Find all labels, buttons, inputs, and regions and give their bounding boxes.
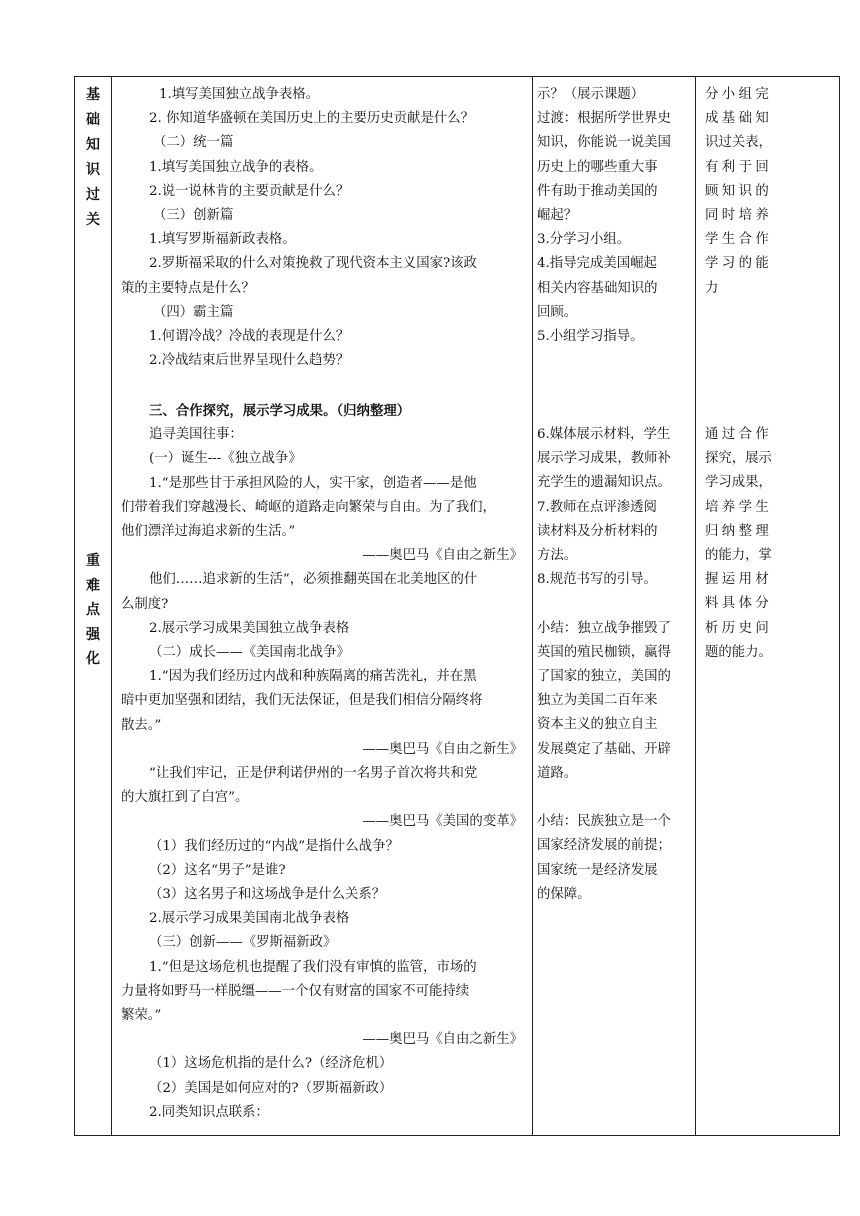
content-line: 策的主要特点是什么？ [121, 280, 255, 296]
summary-line: 国家经济发展的前提； [537, 838, 671, 854]
teacher-line: 回顾。 [537, 304, 578, 320]
content-line: （3）这名男子和这场战争是什么关系？ [149, 887, 386, 903]
row-label-basic-knowledge [75, 83, 111, 233]
content-line: （三）创新——《罗斯福新政》 [149, 935, 337, 951]
content-line: （三）创新篇 [153, 208, 234, 224]
quote-attribution: ——奥巴马《自由之新生》 [362, 548, 523, 564]
content-line: 2.说一说林肯的主要贡献是什么？ [149, 183, 350, 199]
teacher-line: 相关内容基础知识的 [537, 280, 658, 296]
quote-attribution: ——奥巴马《自由之新生》 [362, 741, 523, 757]
label-char: 础 [86, 112, 100, 128]
content-line: 散去。” [121, 717, 162, 733]
purpose-line: 成基础知 [705, 111, 773, 127]
design-purpose-key-points [705, 423, 835, 665]
summary-line: 资本主义的独立自主 [537, 717, 658, 733]
purpose-line: 力 [705, 280, 719, 296]
summary-line: 独立为美国二百年来 [537, 693, 658, 709]
label-char: 重 [86, 553, 100, 569]
teacher-line: 方法。 [537, 548, 578, 564]
column-divider [111, 77, 112, 1135]
summary-line: 发展奠定了基础、开辟 [537, 741, 671, 757]
purpose-line: 探究，展示 [705, 451, 772, 467]
content-line: 1.“是那些甘于承担风险的人，实干家，创造者——是他 [149, 475, 477, 491]
label-char: 强 [86, 626, 100, 643]
teacher-line: 充学生的遗漏知识点。 [537, 475, 671, 491]
label-char: 基 [86, 87, 100, 103]
content-line: 他们漂洋过海追求新的生活。” [121, 524, 296, 540]
teacher-line: 7.教师在点评渗透阅 [537, 499, 657, 515]
label-char: 知 [86, 137, 100, 153]
quote-attribution: ——奥巴马《美国的变革》 [362, 814, 523, 830]
purpose-line: 学生合作 [705, 232, 773, 248]
teacher-line: 知识，你能说一说美国 [537, 135, 671, 151]
label-char: 点 [86, 602, 100, 618]
purpose-line: 题的能力。 [705, 644, 772, 660]
summary-line: 道路。 [537, 765, 578, 781]
content-line: （2）美国是如何应对的?（罗斯福新政） [149, 1080, 393, 1096]
content-line: 力量将如野马一样脱缰——一个仅有财富的国家不可能持续 [121, 983, 470, 999]
label-char: 难 [86, 577, 100, 594]
content-line: （2）这名“男子”是谁? [149, 862, 286, 878]
purpose-line: 的能力，掌 [705, 548, 772, 564]
purpose-line: 学习的能 [705, 256, 773, 272]
teacher-line: 历史上的哪些重大事 [537, 159, 658, 175]
content-line: （二）成长——《美国南北战争》 [149, 645, 350, 661]
content-line: 繁荣。” [121, 1008, 162, 1024]
label-char: 识 [86, 162, 100, 178]
purpose-line: 培养学生 [705, 499, 773, 515]
purpose-line: 识过关表， [705, 135, 772, 151]
content-line: 1.填写美国独立战争的表格。 [149, 159, 323, 175]
label-char: 过 [86, 187, 100, 203]
content-line: 的大旗扛到了白宫”。 [121, 790, 249, 806]
content-line: （1）我们经历过的“内战”是指什么战争？ [149, 838, 399, 854]
teacher-line: 过渡：根据所学世界史 [537, 111, 671, 127]
content-line: 1.“因为我们经历过内战和种族隔离的痛苦洗礼，并在黑 [149, 669, 477, 685]
teacher-line: 6.媒体展示材料，学生 [537, 427, 671, 442]
purpose-line: 分小组完 [705, 87, 773, 102]
teacher-line: 8.规范书写的引导。 [537, 572, 657, 588]
teacher-line: 展示学习成果，教师补 [537, 451, 671, 467]
teacher-line: 件有助于推动美国的 [537, 183, 658, 199]
purpose-line: 析历史问 [705, 620, 773, 636]
teacher-activity-basic [537, 83, 693, 349]
spacer [537, 592, 693, 616]
content-line: 2.罗斯福采取的什么对策挽救了现代资本主义国家?该政 [149, 256, 477, 272]
summary-line: 小结：独立战争摧毁了 [537, 620, 671, 636]
teacher-line: 读材料及分析材料的 [537, 523, 658, 539]
teacher-line: 示？（展示课题） [537, 87, 645, 102]
content-line: 1.填写罗斯福新政表格。 [149, 232, 296, 248]
key-points-content [119, 399, 529, 1125]
content-line: 1.填写美国独立战争表格。 [159, 87, 320, 102]
purpose-line: 学习成果， [705, 475, 772, 491]
purpose-line: 归纳整理 [705, 523, 773, 539]
column-divider [695, 77, 696, 1135]
content-line: 1.“但是这场危机也提醒了我们没有审慎的监管，市场的 [149, 959, 477, 975]
label-char: 化 [86, 651, 100, 667]
summary-line: 的保障。 [537, 886, 591, 902]
spacer [537, 786, 693, 810]
label-char: 关 [86, 212, 100, 228]
teacher-activity-key-points [537, 423, 693, 907]
purpose-line: 顾知识的 [705, 183, 773, 199]
content-line: (一）诞生---《独立战争》 [149, 451, 302, 467]
content-line: 2. 你知道华盛顿在美国历史上的主要历史贡献是什么？ [149, 111, 475, 127]
teacher-line: 4.指导完成美国崛起 [537, 256, 657, 272]
teacher-line: 崛起？ [537, 208, 578, 224]
content-line: 么制度? [121, 596, 169, 612]
content-line: 2.展示学习成果美国南北战争表格 [149, 911, 350, 927]
purpose-line: 同时培养 [705, 208, 773, 224]
purpose-line: 料具体分 [705, 596, 773, 612]
purpose-line: 有利于回 [705, 159, 773, 175]
content-line: 2.展示学习成果美国独立战争表格 [149, 620, 350, 636]
purpose-line: 通过合作 [705, 427, 773, 442]
column-divider [532, 77, 533, 1135]
content-line: 2.同类知识点联系： [149, 1104, 269, 1120]
summary-line: 英国的殖民枷锁，赢得 [537, 644, 671, 660]
lesson-plan-table [74, 76, 840, 1136]
content-line: 追寻美国往事： [149, 427, 243, 443]
content-line: 们带着我们穿越漫长、崎岖的道路走向繁荣与自由。为了我们， [121, 499, 496, 515]
content-line: （1）这场危机指的是什么?（经济危机） [149, 1056, 393, 1072]
content-line: “让我们牢记，正是伊利诺伊州的一名男子首次将共和党 [149, 766, 478, 782]
content-line: （四）霸主篇 [153, 304, 234, 320]
row-label-key-points [75, 549, 111, 672]
summary-line: 小结：民族独立是一个 [537, 814, 671, 830]
content-line: 2.冷战结束后世界呈现什么趋势？ [149, 353, 350, 369]
summary-line: 国家统一是经济发展 [537, 862, 658, 878]
content-line: 1.何谓冷战？冷战的表现是什么？ [149, 329, 350, 345]
purpose-line: 握运用材 [705, 572, 773, 588]
basic-knowledge-content [119, 83, 529, 373]
quote-attribution: ——奥巴马《自由之新生》 [362, 1032, 523, 1048]
teacher-line: 3.分学习小组。 [537, 232, 631, 248]
section-heading: 三、合作探究，展示学习成果。（归纳整理） [149, 403, 411, 419]
content-line: （二）统一篇 [153, 135, 234, 151]
summary-line: 了国家的独立，美国的 [537, 669, 671, 685]
teacher-line: 5.小组学习指导。 [537, 329, 644, 345]
content-line: 他们……追求新的生活”，必须推翻英国在北美地区的什 [149, 572, 478, 588]
content-line: 暗中更加坚强和团结，我们无法保证，但是我们相信分隔终将 [121, 693, 483, 709]
design-purpose-basic [705, 83, 835, 301]
